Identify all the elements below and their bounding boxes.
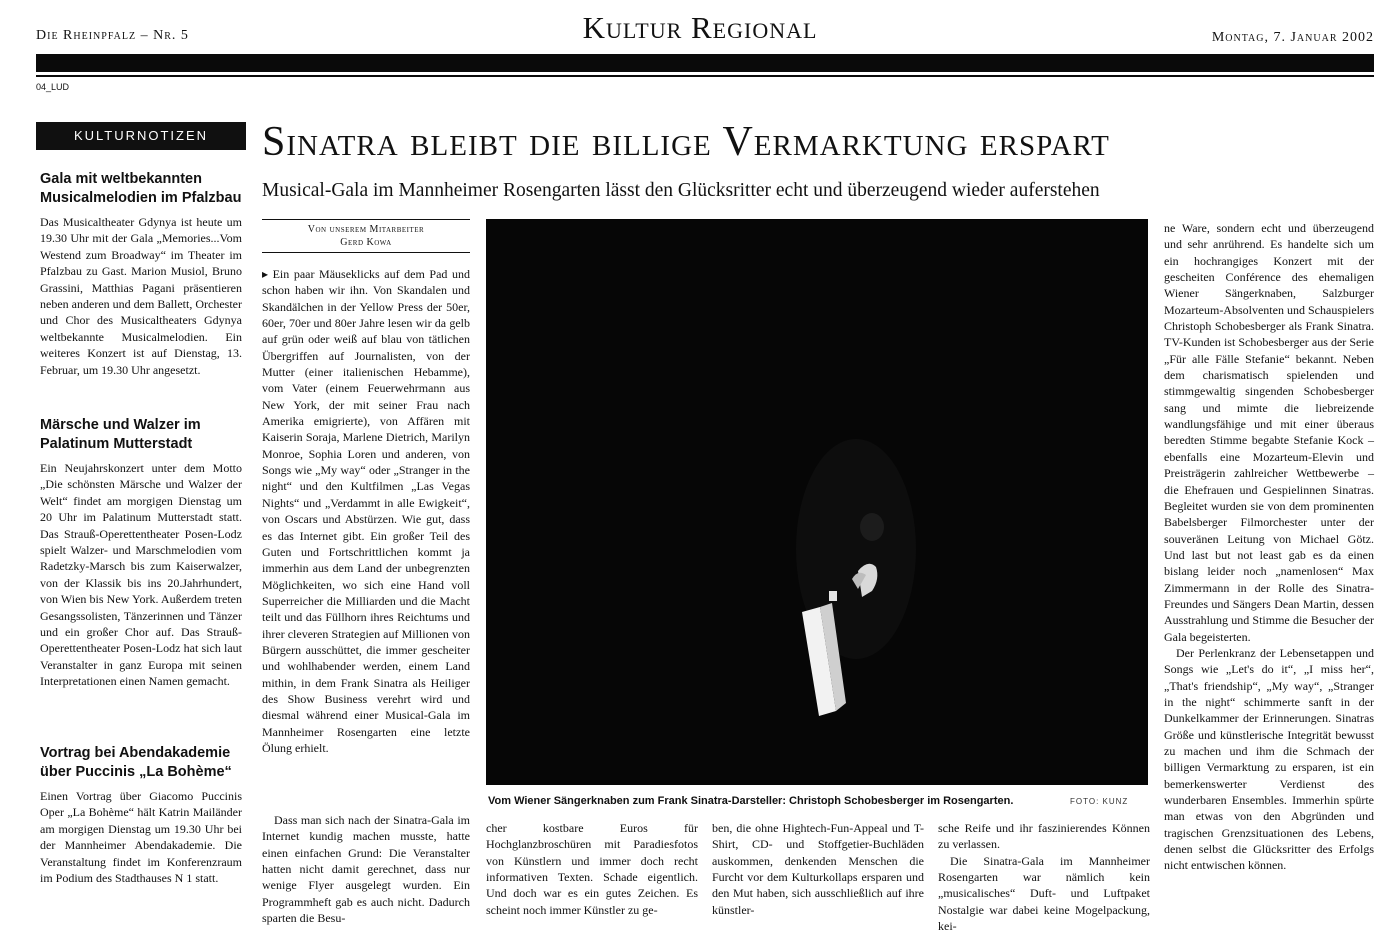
kulturnotiz-text: Ein Neujahrskonzert unter dem Motto „Die schönsten Märsche und Walzer der Welt“ findet am morgigen Dienstag um 20 Uhr im Palatinum Mutterstadt statt. Das Strauß-Operettentheater Posen-Lodz spielt Walzer- und Marschmelodien vom Radetzky-Marsch bis zum Kaiserwalzer, von der Klassik bis ins 20.Jahrhundert, von Wien bis New York. Außerdem treten Gesangssolisten, Tänzerinnen und Tänzer und ein großer Chor auf. Das Strauß-Operettentheater Posen-Lodz hat sich laut Veranstalter in ganz Europa mit seinen Interpretationen einen Namen gemacht. (40, 461, 242, 689)
byline (262, 223, 470, 249)
article-paragraph: ben, die ohne Hightech-Fun-Appeal und T-Shirt, CD- und Stoffgetier-Buchläden auskommen, denkenden Menschen die Furcht vor dem Kulturkollaps ersparen und den Mut haben, sich ausschließlich auf ihre künstler- (712, 821, 924, 917)
kulturnotizen-header: KULTURNOTIZEN (36, 122, 246, 150)
stage-photo-illustration (486, 219, 1148, 785)
photo-credit: FOTO: KUNZ (1070, 797, 1129, 806)
edition-code: 04_LUD (36, 82, 70, 92)
kulturnotiz-title: Märsche und Walzer im Palatinum Mutterstadt (40, 417, 201, 452)
kulturnotiz-item (40, 744, 242, 886)
masthead-paper-name: Die Rheinpfalz – Nr. 5 (36, 28, 189, 43)
article-paragraph: Die Sinatra-Gala im Mannheimer Rosengarten war nämlich kein „musicalisches“ Duft- und Luftpaket Nostalgie war dabei keine Mogelpackung, kei- (938, 853, 1150, 934)
kulturnotiz-text: Das Musicaltheater Gdynya ist heute um 19.30 Uhr mit der Gala „Memories...Vom Westend zum Broadway“ im Theater im Pfalzbau zu Gast. Marion Musiol, Bruno Grassini, Matthias Pagani präsentieren neben anderen und dem Ballett, Orchester und Chor des Musicaltheaters Gdynya weltbekannte Musicalmelodien. Ein weiteres Konzert ist auf Dienstag, 13. Februar, um 19.30 Uhr angesetzt. (40, 215, 242, 377)
article-paragraph: ne Ware, sondern echt und überzeugend und sehr anrührend. Es handelte sich um ein hochrangiges Konzert mit der gescheiten Conférence des ehemaligen Wiener Sängerknaben, Salzburger Mozarteum-Absolventen und Schauspielers Christoph Schobesberger als Frank Sinatra. TV-Kunden ist Schobesberger aus der Serie „Für alle Fälle Stefanie“ bekannt. Neben dem charismatisch spielenden und stimmgewaltig singenden Schobesberger sang und mimte die liebreizende wandlungsfähige und mit einer überaus beredten Stimme begabte Stefanie Kock – ebenfalls eine Mozarteum-Elevin und Preisträgerin zahlreicher Wettbewerbe – die Ehefrauen und Gespielinnen Sinatras. Begleitet wurden sie von dem prominenten Babelsberger Filmorchester unter der souveränen Leitung von Michael Götz. Und last but not least gab es da einen bislang leider noch „namenlosen“ Max Zimmermann in der Rolle des Sinatra-Freundes und Sängers Dean Martin, dessen Ausstrahlung und Stimme die Besucher der Gala begeisterten. (1164, 221, 1374, 644)
article-column-4 (938, 820, 1150, 934)
byline-rule (262, 252, 470, 253)
article-paragraph: ▸ Ein paar Mäuseklicks auf dem Pad und schon haben wir ihn. Von Skandalen und Skandälchen in der Yellow Press der 50er, 60er, 70er und 80er Jahre lesen wir da gelb auf grün oder weiß auf blau von tätlichen Übergriffen auf Journalisten, von der Mutter (einer italienischen Hebamme), vom Vater (einem Feuerwehrmann aus New York, der mit seiner Frau nach Amerika emigrierte), von Affären mit Kaiserin Soraja, Marlene Dietrich, Marilyn Monroe, Sophia Loren und anderen, von Songs wie „My way“ oder „Stranger in the night“ und den Kultfilmen „Las Vegas Nights“ und „Verdammt in alle Ewigkeit“, von Oscars und Abstürzen. Wie gut, dass es das Internet gibt. Ein großer Teil des Guten und Fortschrittlichen kommt ja immerhin aus dem Land der unbegrenzten Möglichkeiten, wo sich eine Hand voll Superreicher die Milliarden und die Macht teilt und das Füllhorn ihres Reichtums und ihrer cleveren Strategien auf Millionen von Bürgern ausschüttet, die immer gescheiter und wohlhabender werden, einem Land mithin, in dem Frank Sinatra als Heiliger des Show Business verehrt wird und diesmal während einer Musical-Gala im Mannheimer Rosengarten eine letzte Ölung erhielt. (262, 267, 470, 755)
article-column-3 (712, 820, 924, 918)
article-column-1 (262, 266, 470, 756)
masthead-rule-line (36, 75, 1374, 77)
kulturnotiz-text: Einen Vortrag über Giacomo Puccinis Oper „La Bohème“ hält Katrin Mailänder am morgigen Dienstag um 19.30 Uhr bei der Mannheimer Abendakademie. Die Veranstaltung findet im Konferenzraum im Podium des Stadthauses N 1 statt. (40, 789, 242, 886)
kulturnotiz-item (40, 170, 242, 378)
section-title: Kultur Regional (582, 10, 818, 45)
byline-rule (262, 219, 470, 220)
article-column-1-continued (262, 812, 470, 926)
kulturnotiz-item (40, 416, 242, 690)
article-subhead: Musical-Gala im Mannheimer Rosengarten lässt den Glücksritter echt und überzeugend wieder auferstehen (262, 180, 1100, 201)
byline-author: Gerd Kowa (340, 237, 392, 248)
article-paragraph: Dass man sich nach der Sinatra-Gala im Internet kundig machen musste, hatte einen einfachen Grund: Die Veranstalter hatten nicht damit gerechnet, dass nur wenige Flyer ausgelegt wurden. Ein Programmheft gab es auch nicht. Dadurch sparten die Besu- (262, 813, 470, 926)
article-paragraph: sche Reife und ihr faszinierendes Können zu verlassen. (938, 821, 1150, 852)
byline-role: Von unserem Mitarbeiter (307, 224, 425, 235)
masthead-date: Montag, 7. Januar 2002 (1211, 30, 1374, 45)
photo-caption: Vom Wiener Sängerknaben zum Frank Sinatra-Darsteller: Christoph Schobesberger im Rosengarten. (488, 795, 1014, 807)
article-column-5 (1164, 220, 1374, 874)
masthead-rule-bar (36, 54, 1374, 72)
article-paragraph: cher kostbare Euros für Hochglanzbroschüren mit Paradiesfotos von Künstlern und immer doch recht informativen Texten. Schade eigentlich. Und doch war es ein gutes Zeichen. Es scheint noch immer Künstler zu ge- (486, 821, 698, 917)
article-photo (486, 219, 1148, 785)
article-column-2 (486, 820, 698, 918)
kulturnotiz-title: Gala mit weltbekannten Musicalmelodien im Pfalzbau (40, 171, 242, 206)
kulturnotiz-title: Vortrag bei Abendakademie über Puccinis „La Bohème“ (40, 745, 232, 780)
article-headline: Sinatra bleibt die billige Vermarktung erspart (262, 119, 1110, 165)
article-paragraph: Der Perlenkranz der Lebensetappen und Songs wie „Let's do it“, „I miss her“, „That's friendship“, „My way“, „Stranger in the night“ schimmerte sanft in der Dunkelkammer der Erinnerungen. Sinatras Größe und künstlerische Integrität bewusst zu machen und ihm die Schmach der billigen Vermarktung zu ersparen, ist ein bemerkenswerter Verdienst des wunderbaren Ensembles. Immerhin spürte man etwas von den Abgründen und tragischen Grenzsituationen des Lebens, denen selbst die Glücksritter des Erfolgs nicht entwischen können. (1164, 645, 1374, 873)
